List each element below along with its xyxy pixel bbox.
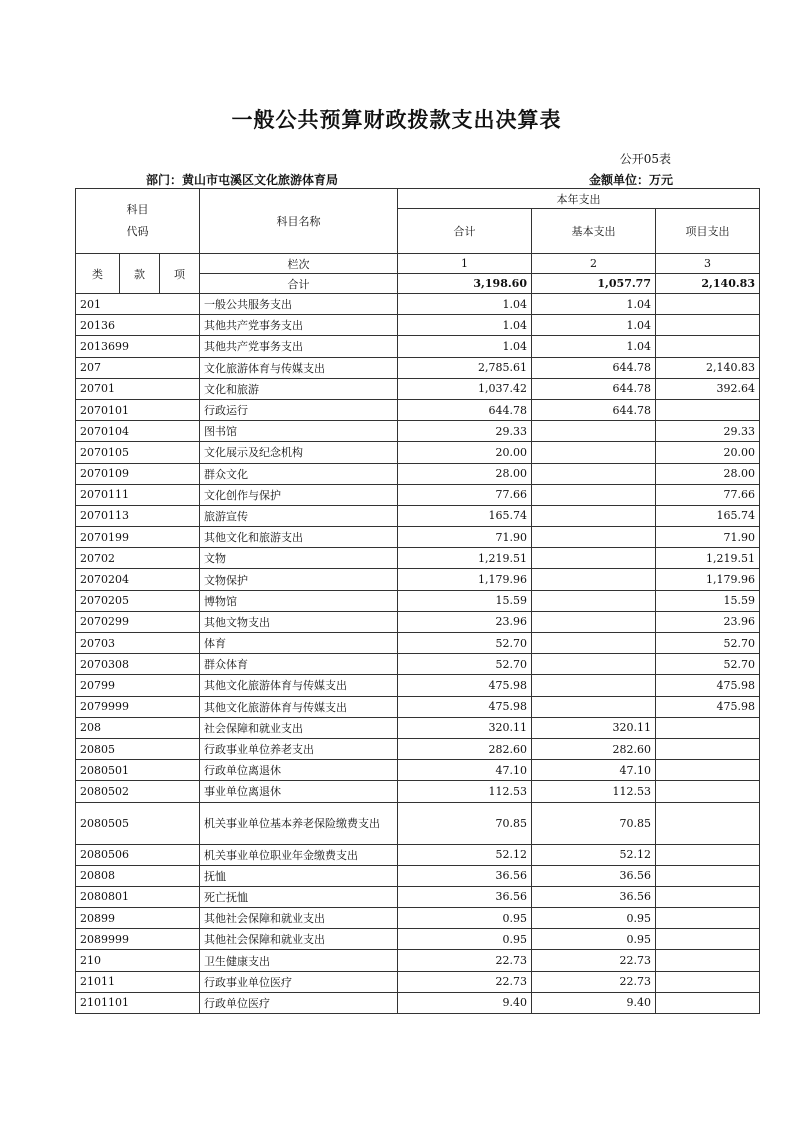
table-row [76,590,760,611]
header-current-year: 本年支出 [398,189,760,209]
row-name: 博物馆 [200,590,398,611]
header-xiang: 项 [160,254,200,294]
header-subject-name: 科目名称 [200,189,398,254]
row-project: 52.70 [656,633,760,654]
row-basic [532,569,656,590]
row-basic: 52.12 [532,844,656,865]
row-code: 201 [76,294,200,315]
row-project [656,738,760,759]
row-total: 22.73 [398,950,532,971]
table-row [76,505,760,526]
row-total: 0.95 [398,929,532,950]
row-code: 20701 [76,378,200,399]
row-basic [532,696,656,717]
row-total: 52.70 [398,654,532,675]
row-code: 2070109 [76,463,200,484]
table-row [76,886,760,907]
row-total: 36.56 [398,886,532,907]
row-basic: 47.10 [532,760,656,781]
row-code: 2070308 [76,654,200,675]
row-project [656,717,760,738]
table-row [76,421,760,442]
table-row [76,654,760,675]
row-code: 2070105 [76,442,200,463]
table-row [76,950,760,971]
row-project [656,886,760,907]
table-row [76,738,760,759]
row-name: 事业单位离退休 [200,781,398,802]
row-basic [532,590,656,611]
table-row [76,569,760,590]
row-project: 20.00 [656,442,760,463]
page-title: 一般公共预算财政拨款支出决算表 [231,108,562,132]
form-number: 公开05表 [619,152,671,166]
row-code: 207 [76,357,200,378]
row-total: 644.78 [398,399,532,420]
row-name: 行政事业单位医疗 [200,971,398,992]
row-total: 0.95 [398,908,532,929]
row-name: 抚恤 [200,865,398,886]
row-code: 2079999 [76,696,200,717]
table-row [76,548,760,569]
row-name: 行政运行 [200,399,398,420]
total-basic: 1,057.77 [532,274,656,294]
row-name: 旅游宣传 [200,505,398,526]
row-basic [532,611,656,632]
row-code: 20136 [76,315,200,336]
row-name: 机关事业单位职业年金缴费支出 [200,844,398,865]
expenditure-table [75,188,760,1014]
row-name: 其他社会保障和就业支出 [200,929,398,950]
row-code: 21011 [76,971,200,992]
row-project: 23.96 [656,611,760,632]
header-project: 项目支出 [656,209,760,254]
table-row [76,865,760,886]
table-row [76,442,760,463]
row-project: 475.98 [656,675,760,696]
row-name: 群众体育 [200,654,398,675]
row-basic [532,463,656,484]
row-total: 23.96 [398,611,532,632]
row-total: 36.56 [398,865,532,886]
row-basic: 9.40 [532,992,656,1013]
table-row [76,717,760,738]
row-name: 一般公共服务支出 [200,294,398,315]
row-name: 死亡抚恤 [200,886,398,907]
row-total: 475.98 [398,675,532,696]
row-total: 1,179.96 [398,569,532,590]
row-basic [532,548,656,569]
row-name: 文化旅游体育与传媒支出 [200,357,398,378]
row-total: 112.53 [398,781,532,802]
row-code: 20808 [76,865,200,886]
row-project [656,992,760,1013]
row-basic: 70.85 [532,802,656,844]
row-total: 1,037.42 [398,378,532,399]
row-total: 1.04 [398,294,532,315]
row-total: 71.90 [398,527,532,548]
row-basic: 320.11 [532,717,656,738]
row-project [656,336,760,357]
row-code: 2080506 [76,844,200,865]
row-name: 其他文物支出 [200,611,398,632]
row-basic: 282.60 [532,738,656,759]
table-row [76,929,760,950]
row-project [656,781,760,802]
row-code: 208 [76,717,200,738]
row-code: 2013699 [76,336,200,357]
table-row [76,463,760,484]
row-name: 其他文化和旅游支出 [200,527,398,548]
row-total: 52.12 [398,844,532,865]
row-name: 文化展示及纪念机构 [200,442,398,463]
row-name: 文化和旅游 [200,378,398,399]
row-total: 47.10 [398,760,532,781]
row-total: 28.00 [398,463,532,484]
row-basic [532,505,656,526]
table-row [76,802,760,844]
row-code: 20703 [76,633,200,654]
table-row [76,527,760,548]
row-project: 15.59 [656,590,760,611]
department-label: 部门：黄山市屯溪区文化旅游体育局 [146,173,339,187]
row-name: 其他文化旅游体育与传媒支出 [200,675,398,696]
row-total: 77.66 [398,484,532,505]
row-project [656,929,760,950]
row-code: 2080501 [76,760,200,781]
row-project: 2,140.83 [656,357,760,378]
row-name: 群众文化 [200,463,398,484]
row-total: 1,219.51 [398,548,532,569]
table-row [76,781,760,802]
table-row [76,399,760,420]
row-basic: 0.95 [532,908,656,929]
table-row [76,336,760,357]
row-project [656,315,760,336]
row-total: 1.04 [398,315,532,336]
row-name: 文化创作与保护 [200,484,398,505]
row-code: 2070199 [76,527,200,548]
row-basic [532,442,656,463]
row-project: 1,219.51 [656,548,760,569]
row-code: 210 [76,950,200,971]
row-project [656,802,760,844]
header-index-3: 3 [656,254,760,274]
row-basic: 1.04 [532,315,656,336]
total-label: 合计 [200,274,398,294]
row-code: 2070299 [76,611,200,632]
table-row [76,633,760,654]
row-code: 2070101 [76,399,200,420]
row-name: 其他社会保障和就业支出 [200,908,398,929]
row-total: 20.00 [398,442,532,463]
row-project: 29.33 [656,421,760,442]
row-basic [532,421,656,442]
row-total: 1.04 [398,336,532,357]
table-row [76,760,760,781]
row-code: 20702 [76,548,200,569]
row-basic [532,527,656,548]
header-total: 合计 [398,209,532,254]
row-project [656,971,760,992]
row-name: 行政事业单位养老支出 [200,738,398,759]
table-row [76,611,760,632]
table-row [76,908,760,929]
row-project [656,844,760,865]
row-basic: 644.78 [532,378,656,399]
header-subject-code: 科目 代码 [76,189,200,254]
row-code: 20805 [76,738,200,759]
row-project: 28.00 [656,463,760,484]
row-project [656,760,760,781]
row-project [656,865,760,886]
table-row [76,971,760,992]
row-code: 2080502 [76,781,200,802]
row-total: 9.40 [398,992,532,1013]
row-project: 71.90 [656,527,760,548]
row-total: 52.70 [398,633,532,654]
row-basic [532,484,656,505]
row-name: 图书馆 [200,421,398,442]
row-name: 其他共产党事务支出 [200,315,398,336]
row-project: 475.98 [656,696,760,717]
row-basic: 1.04 [532,294,656,315]
row-total: 15.59 [398,590,532,611]
row-basic: 644.78 [532,357,656,378]
table-row [76,357,760,378]
table-row [76,294,760,315]
row-total: 165.74 [398,505,532,526]
row-name: 文物 [200,548,398,569]
row-name: 文物保护 [200,569,398,590]
row-project [656,294,760,315]
row-total: 320.11 [398,717,532,738]
row-code: 20799 [76,675,200,696]
row-code: 2101101 [76,992,200,1013]
row-total: 29.33 [398,421,532,442]
row-code: 2080801 [76,886,200,907]
header-kuan: 款 [120,254,160,294]
table-row [76,992,760,1013]
row-total: 70.85 [398,802,532,844]
header-index-2: 2 [532,254,656,274]
row-basic: 1.04 [532,336,656,357]
row-code: 2070104 [76,421,200,442]
header-basic: 基本支出 [532,209,656,254]
row-project: 77.66 [656,484,760,505]
row-code: 20899 [76,908,200,929]
row-project: 52.70 [656,654,760,675]
row-code: 2080505 [76,802,200,844]
row-project: 1,179.96 [656,569,760,590]
header-index-1: 1 [398,254,532,274]
unit-label: 金额单位：万元 [588,173,673,187]
row-code: 2070113 [76,505,200,526]
row-total: 2,785.61 [398,357,532,378]
row-project [656,399,760,420]
row-basic: 22.73 [532,971,656,992]
row-basic: 36.56 [532,865,656,886]
row-name: 体育 [200,633,398,654]
row-name: 其他共产党事务支出 [200,336,398,357]
row-project [656,908,760,929]
row-code: 2070111 [76,484,200,505]
row-code: 2070204 [76,569,200,590]
row-total: 475.98 [398,696,532,717]
row-basic: 112.53 [532,781,656,802]
row-basic [532,654,656,675]
row-name: 其他文化旅游体育与传媒支出 [200,696,398,717]
row-name: 机关事业单位基本养老保险缴费支出 [200,802,398,844]
row-name: 行政单位医疗 [200,992,398,1013]
row-project: 392.64 [656,378,760,399]
row-project [656,950,760,971]
table-row [76,844,760,865]
row-name: 卫生健康支出 [200,950,398,971]
table-row [76,378,760,399]
row-name: 社会保障和就业支出 [200,717,398,738]
table-row [76,696,760,717]
row-total: 282.60 [398,738,532,759]
header-column-index: 栏次 [200,254,398,274]
row-code: 2070205 [76,590,200,611]
header-lei: 类 [76,254,120,294]
row-name: 行政单位离退休 [200,760,398,781]
table-row [76,315,760,336]
row-code: 2089999 [76,929,200,950]
row-basic: 644.78 [532,399,656,420]
row-total: 22.73 [398,971,532,992]
table-row [76,484,760,505]
row-basic [532,675,656,696]
total-sum: 3,198.60 [398,274,532,294]
row-basic: 36.56 [532,886,656,907]
row-basic: 22.73 [532,950,656,971]
row-basic: 0.95 [532,929,656,950]
row-project: 165.74 [656,505,760,526]
table-row [76,675,760,696]
total-project: 2,140.83 [656,274,760,294]
row-basic [532,633,656,654]
